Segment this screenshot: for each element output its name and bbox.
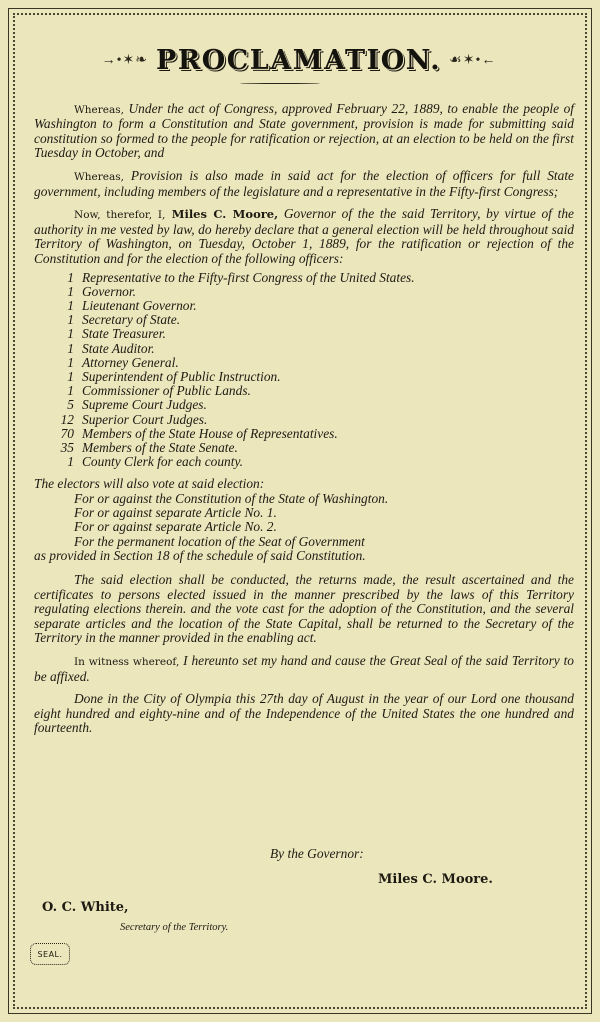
ballot-item: For the permanent location of the Seat of Government bbox=[74, 533, 365, 549]
ballot-item: For or against separate Article No. 1. bbox=[74, 505, 277, 521]
officer-count: 1 bbox=[67, 340, 74, 356]
list-item bbox=[34, 327, 574, 341]
seal-stamp: SEAL. bbox=[30, 943, 70, 965]
secretary-title: Secretary of the Territory. bbox=[120, 922, 229, 933]
officer-title: Superior Court Judges. bbox=[82, 411, 208, 427]
ballot-tail: as provided in Section 18 of the schedule of said Constitution. bbox=[34, 547, 366, 563]
officer-count: 1 bbox=[67, 354, 74, 370]
list-item bbox=[34, 413, 574, 427]
officer-title: State Auditor. bbox=[82, 340, 155, 356]
list-item bbox=[34, 271, 574, 285]
title-divider bbox=[240, 83, 320, 84]
paragraph-lead: Whereas, bbox=[74, 103, 124, 116]
right-ornament-icon: ☙✶•← bbox=[449, 53, 497, 68]
officer-count: 1 bbox=[67, 283, 74, 299]
list-item bbox=[34, 342, 574, 356]
paragraph-whereas-2 bbox=[34, 169, 574, 199]
list-item bbox=[34, 370, 574, 384]
officer-title: County Clerk for each county. bbox=[82, 454, 244, 470]
officer-title: Members of the State House of Representatives. bbox=[82, 425, 338, 441]
officer-title: Attorney General. bbox=[82, 354, 179, 370]
officer-count: 1 bbox=[67, 312, 74, 328]
governor-signature: Miles C. Moore. bbox=[378, 872, 493, 887]
list-item bbox=[34, 398, 574, 412]
proclamation-body bbox=[34, 45, 574, 744]
list-item bbox=[34, 384, 574, 398]
governor-name: Miles C. Moore, bbox=[165, 207, 279, 222]
list-item bbox=[34, 427, 574, 441]
officer-count: 70 bbox=[60, 425, 74, 441]
paragraph-witness bbox=[34, 654, 574, 684]
paragraph-declaration bbox=[34, 207, 574, 266]
officer-count: 1 bbox=[67, 297, 74, 313]
list-item bbox=[34, 285, 574, 299]
secretary-signature: O. C. White, bbox=[42, 900, 129, 915]
left-ornament-icon: →•✶❧ bbox=[101, 53, 149, 68]
paragraph-conduct: The said election shall be conducted, the returns made, the result ascertained and the certificates to persons elected issued in the manner prescribed by the laws of this Territory regulating elections therein. and the vote cast for the adoption of the Constitution, and the several separate articles and the location of the State Capital, shall be returned to the Secretary of the Territory in the manner provided in the enabling act. bbox=[34, 571, 574, 646]
officer-title: Governor. bbox=[82, 283, 136, 299]
list-item bbox=[34, 313, 574, 327]
officer-count: 1 bbox=[67, 368, 74, 384]
officer-title: Superintendent of Public Instruction. bbox=[82, 368, 281, 384]
paragraph-lead: Now, therefor, I, bbox=[74, 209, 166, 222]
page-title: PROCLAMATION. bbox=[156, 45, 442, 76]
paragraph-text: I hereunto set my hand and cause the Great Seal of the said Territory to be affixed. bbox=[34, 652, 574, 684]
officer-count: 12 bbox=[60, 411, 74, 427]
paragraph-whereas-1 bbox=[34, 102, 574, 161]
list-item bbox=[34, 356, 574, 370]
paragraph-lead: Whereas, bbox=[74, 170, 124, 183]
officer-title: Secretary of State. bbox=[82, 312, 181, 328]
list-item bbox=[34, 455, 574, 469]
officer-title: Representative to the Fifty-first Congress of the United States. bbox=[82, 269, 415, 285]
officer-title: State Treasurer. bbox=[82, 326, 166, 342]
title-row bbox=[24, 45, 574, 76]
paragraph-text: Governor of the the said Territory, by virtue of the authority in me vested by law, do hereby declare that a general election will be held throughout said Territory of Washington, on Tuesday, October 1, 1889, for the ratification or rejection of the Constitution and for the election of the following officers: bbox=[34, 206, 574, 266]
ballot-item: For or against separate Article No. 2. bbox=[74, 519, 277, 535]
officer-count: 1 bbox=[67, 454, 74, 470]
officer-title: Members of the State Senate. bbox=[82, 439, 238, 455]
officer-title: Lieutenant Governor. bbox=[82, 297, 197, 313]
paragraph-text: Provision is also made in said act for the election of officers for full State government, including members of the legislature and a representative in the Fifty-first Congress; bbox=[34, 167, 574, 199]
officer-count: 5 bbox=[67, 397, 74, 413]
ballot-item: For or against the Constitution of the State of Washington. bbox=[74, 490, 389, 506]
paragraph-lead: In witness whereof, bbox=[74, 655, 180, 668]
officer-title: Commissioner of Public Lands. bbox=[82, 383, 251, 399]
by-governor-label: By the Governor: bbox=[270, 846, 364, 861]
officer-count: 1 bbox=[67, 383, 74, 399]
officer-count: 35 bbox=[60, 439, 74, 455]
list-item bbox=[34, 299, 574, 313]
officer-count: 1 bbox=[67, 269, 74, 285]
officer-count: 1 bbox=[67, 326, 74, 342]
officers-list bbox=[34, 271, 574, 470]
paragraph-text: Under the act of Congress, approved February 22, 1889, to enable the people of Washington to form a Constitution and State government, provision is made for submitting said constitution so formed to the people for ratification or rejection, at an election to be held on the first Tuesday in October, and bbox=[34, 100, 574, 161]
officer-title: Supreme Court Judges. bbox=[82, 397, 207, 413]
paragraph-done: Done in the City of Olympia this 27th day of August in the year of our Lord one thousand eight hundred and eighty-nine and of the Independence of the United States the one hundred and fourteenth. bbox=[34, 691, 574, 736]
list-item bbox=[34, 441, 574, 455]
electors-heading: The electors will also vote at said election: bbox=[34, 476, 265, 492]
